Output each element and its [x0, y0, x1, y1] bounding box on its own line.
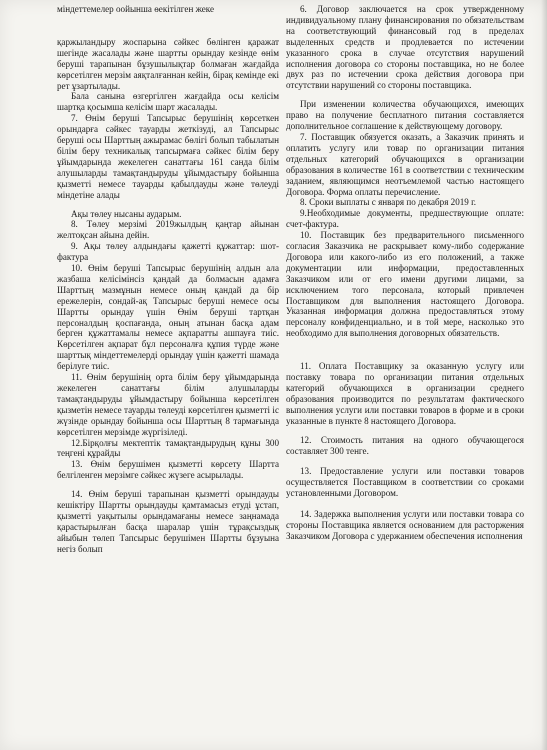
paragraph: 12. Стоимость питания на одного обучающегося составляет 300 тенге.	[286, 434, 524, 456]
paragraph: 8. Сроки выплаты с января по декабря 2019 г.	[300, 197, 477, 208]
paragraph: 11. Өнім берушінің орта білім беру ұйымдарында жекелеген санаттағы білім алушыларды тамақтандыруды ұйымдастыру бойынша көрсетілген қызметін немесе тауарды төлеуді көрсетілген қызметті іс жүзінде орындау бойынша осы Шарттың 8 тармағында көрсетілген мерзімде жүргізіледі.	[57, 372, 279, 437]
paragraph: 13. Предоставление услуги или поставки товаров осуществляется Поставщиком в соответствии со сроками установленными Договором.	[286, 466, 524, 499]
paragraph: 13. Өнім берушімен қызметті көрсету Шартта белгіленген мерзімге сәйкес жүзеге асырылады.	[57, 459, 279, 481]
paragraph: Ақы төлеу нысаны аударым.	[71, 208, 182, 219]
paragraph: При изменении количества обучающихся, имеющих право на получение бесплатного питания составляется дополнительное соглашение к действующему договору.	[286, 99, 524, 132]
paragraph: 7. Өнім беруші Тапсырыс берушінің көрсеткен орындарға сәйкес тауарды жеткізуді, ал Тапсырыс беруші осы Шарттың ажырамас бөлігі болып табылатын білім беру техникалық тапсырмаға сәйкес білім беру ұйымдарында жекелеген санаттағы 161 санда білім алушыларды тамақтандыруды ұйымдастыру бойынша қызметті немесе тауарды қабылдауды және төлеуді міндетіне алады	[57, 113, 279, 200]
paragraph: 7. Поставщик обязуется оказать, а Заказчик принять и оплатить услугу или товар по организации питания отдельных категорий обучающихся в организации образования в количестве 161 в соответствии с техническим заданием, являющимся неотъемлемой частью настоящего Договора. Форма оплаты перечисление.	[286, 131, 524, 197]
paragraph: 10. Поставщик без предварительного письменного согласия Заказчика не раскрывает кому-либо содержание Договора или какого-либо из его положений, а также документации или информации, предоставленных Заказчиком или от его имени другими лицами, за исключением того персонала, который привлечен Поставщиком для выполнения настоящего Договора. Указанная информация должна предоставляться этому персоналу конфиденциально, и в той мере, насколько это необходимо для выполнения договорных обязательств.	[286, 230, 524, 339]
russian-text-column	[286, 4, 524, 744]
page-edge-shadow	[541, 0, 547, 750]
paragraph: 8. Төлеу мерзімі 2019жылдың қаңтар айынан желтоқсан айына дейін.	[57, 219, 279, 241]
paragraph: 11. Оплата Поставщику за оказанную услугу или поставку товара по организации питания отдельных категорий обучающихся в организации среднего образования производится по результатам фактического выполнения услуги или поставки товаров в форме и в сроки указанные в пункте 8 настоящего Договора.	[286, 361, 524, 426]
paragraph: міндеттемелер оойынша өекітілген жеке	[57, 4, 215, 14]
paragraph: 12.Бірқолғы мектептік тамақтандырудың құны 300 теңгені құрайды	[57, 437, 279, 459]
paragraph: Бала санына өзгергілген жағдайда осы келісім шартқа қосымша келісім шарт жасалады.	[57, 91, 279, 113]
paragraph: 9.Необходимые документы, предшествующие оплате: счет-фактура.	[286, 208, 524, 230]
paragraph: қаржыландыру жоспарына сәйкес бөлінген қаражат шегінде жасалады және шартты орындау кезінде өнім беруші тарапынан бұзушылықтар болмаған жағдайда көрсетілген мерзім аяқталғаннан кейін, бірақ кемінде екі рет ұзартылады.	[57, 36, 279, 91]
paragraph: 14. Өнім беруші тарапынан қызметті орындауды кешіктіру Шартты орындауды қамтамасыз етуді ұстап, қызметті уақытылы орындамағаны немесе заңнамада қарастырылған басқа шаралар үшін тұрақсыздық айыбын төлеп Тапсырыс берушімен Шартты бұзуына негіз болып	[57, 489, 279, 554]
paragraph: 14. Задержка выполнения услуги или поставки товара со стороны Поставщика является основанием для расторжения Заказчиком Договора с удержанием обеспечения исполнения	[286, 509, 524, 541]
kazakh-text-column	[57, 4, 279, 744]
paragraph: 9. Ақы төлеу алдындағы қажетті құжаттар: шот-фактура	[57, 241, 279, 263]
paragraph: 6. Договор заключается на срок утвержденному индивидуальному плану финансирования по обязательствам на соответствующий финансовый год в пределах выделенных средств и продлевается по истечении указанного срока в случае отсутствия нарушений исполнения договора со стороны поставщика, но не более двух раз по истечении срока действия договора при отсутствии нарушений со стороны поставщика.	[286, 4, 524, 91]
paragraph: 10. Өнім беруші Тапсырыс берушінің алдын ала жазбаша келісімінсіз қандай да болмасын адамға Шарттың мазмұнын немесе оның қандай да бір ережелерін, сондай-ақ Тапсырыс беруші немесе осы Шартты орындау үшін Өнім беруші тартқан персоналдың қоспағанда, оның атынан басқа адам берген құжаттамалы немесе ақпаратты ашпауға тиіс. Көрсетілген ақпарат бұл персоналға құпия түрде және шарттық міндеттемелерді орындау үшін қажетті шамада берілуге тиіс.	[57, 263, 279, 372]
